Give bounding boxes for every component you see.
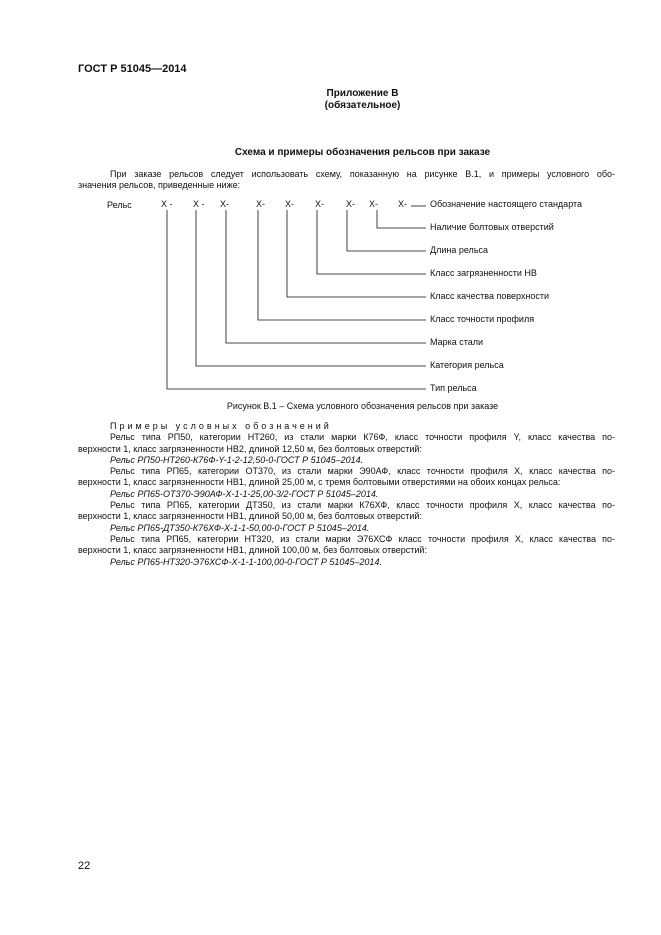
leader-line <box>167 210 426 389</box>
figure-caption-text: Рисунок В.1 – Схема условного обозначения рельсов при заказе <box>226 401 499 411</box>
page-number: 22 <box>78 860 91 872</box>
scheme-label: Рельс <box>107 200 132 210</box>
scheme-mark: X- <box>256 199 265 209</box>
example-line: Рельс типа РП50, категории НТ260, из стали марки К76Ф, класс точности профиля Y, класс качества по- <box>110 432 615 443</box>
appendix-status: (обязательное) <box>324 100 401 111</box>
example-designation: Рельс РП50-НТ260-К76Ф-Y-1-2-12,50-0-ГОСТ Р 51045–2014. <box>110 454 364 465</box>
scheme-mark: X- <box>285 199 294 209</box>
scheme-mark: X - <box>161 199 173 209</box>
scheme-description: Класс качества поверхности <box>430 291 550 301</box>
scheme-description: Тип рельса <box>430 383 477 393</box>
examples-heading: Примеры условных обозначений <box>110 421 332 431</box>
example-designation: Рельс РП65-ОТ370-Э90АФ-X-1-1-25,00-3/2-ГОСТ Р 51045–2014. <box>110 488 379 499</box>
leader-line <box>287 210 426 297</box>
intro-line: При заказе рельсов следует использовать схему, показанную на рисунке В.1, и примеры условного обо- <box>110 169 615 179</box>
scheme-description: Наличие болтовых отверстий <box>430 222 554 232</box>
example-line-text: верхности 1, класс загрязненности НВ1, длиной 25,00 м, с тремя болтовыми отверстиями на обоих концах рельса: <box>78 477 561 488</box>
example-line: Рельс типа РП65, категории ДТ350, из стали марки К76ХФ, класс точности профиля X, класс качества по- <box>110 500 615 511</box>
scheme-mark: X- <box>315 199 324 209</box>
scheme-description: Класс загрязненности НВ <box>430 268 537 278</box>
leader-line <box>347 210 426 251</box>
example-line: Рельс типа РП65, категории НТ320, из стали марки Э76ХСФ класс точности профиля X, класс качества по- <box>110 533 615 544</box>
scheme-mark: X - <box>193 199 205 209</box>
scheme-description: Категория рельса <box>430 360 504 370</box>
leader-line <box>317 210 426 274</box>
example-designation: Рельс РП65-ДТ350-К76ХФ-X-1-1-50,00-0-ГОСТ Р 51045–2014. <box>110 522 370 533</box>
scheme-mark: X- <box>398 199 407 209</box>
examples-block <box>78 421 615 568</box>
example-line: верхности 1, класс загрязненности НВ1, длиной 100,00 м, без болтовых отверстий: <box>78 545 427 556</box>
section-title-text: Схема и примеры обозначения рельсов при заказе <box>234 147 491 158</box>
example-line <box>78 477 615 488</box>
leader-line <box>377 210 426 228</box>
figure-caption <box>0 401 661 411</box>
example-line: верхности 1, класс загрязненности НВ2, длиной 12,50 м, без болтовых отверстий: <box>78 443 422 454</box>
intro-line: значения рельсов, приведенные ниже: <box>78 180 241 190</box>
document-header: ГОСТ Р 51045—2014 <box>78 63 187 75</box>
scheme-description: Длина рельса <box>430 245 489 255</box>
example-line: Рельс типа РП65, категории ОТ370, из стали марки Э90АФ, класс точности профиля X, класс качества по- <box>110 466 615 477</box>
example-line: верхности 1, класс загрязненности НВ1, длиной 50,00 м, без болтовых отверстий: <box>78 511 422 522</box>
scheme-mark: X- <box>369 199 378 209</box>
scheme-mark: X- <box>346 199 355 209</box>
leader-line <box>258 210 426 320</box>
scheme-mark: X- <box>220 199 229 209</box>
scheme-description: Класс точности профиля <box>430 314 535 324</box>
example-designation: Рельс РП65-НТ320-Э76ХСФ-X-1-1-100,00-0-ГОСТ Р 51045–2014. <box>110 556 382 567</box>
scheme-description: Марка стали <box>430 337 484 347</box>
leader-line <box>226 210 426 343</box>
scheme-description: Обозначение настоящего стандарта <box>430 199 583 209</box>
appendix-title: Приложение В <box>326 88 399 99</box>
